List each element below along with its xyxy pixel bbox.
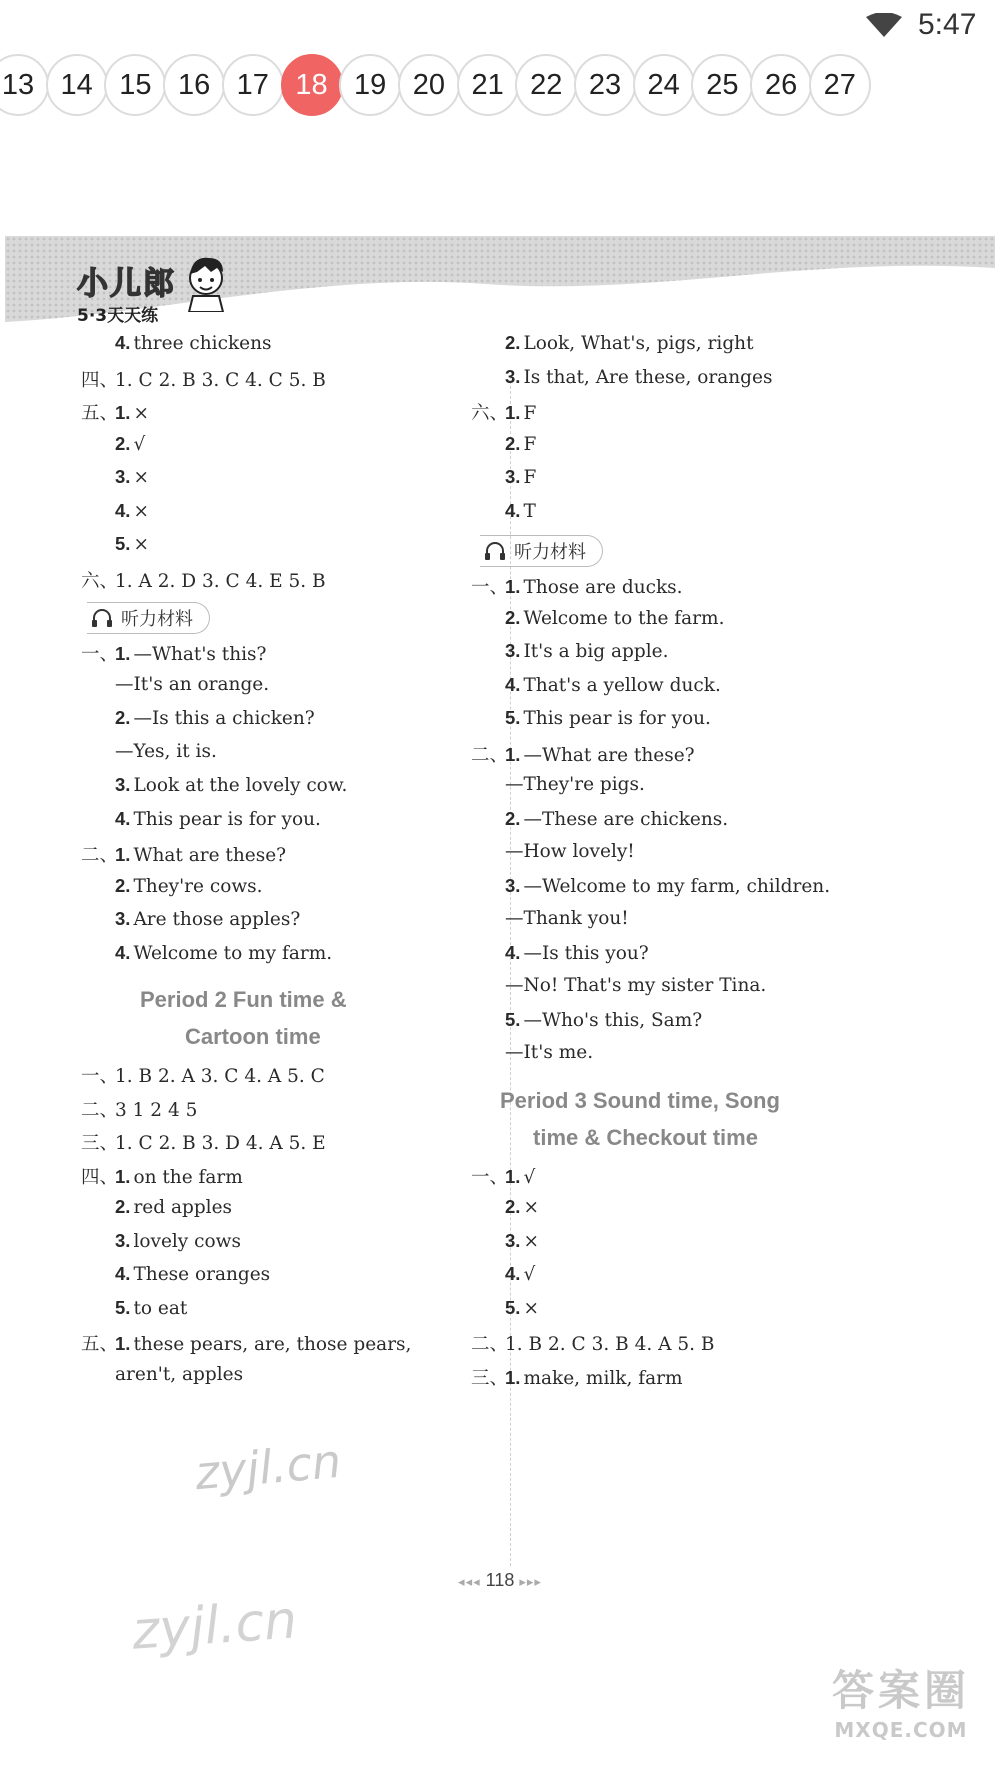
item-number: 4. (505, 673, 521, 695)
answer-text: Are those apples? (133, 909, 301, 930)
page-number (0, 1570, 1000, 1591)
answer-text: —Is this you? (523, 942, 649, 964)
answer-text: √ (523, 1264, 536, 1285)
answer-line (115, 707, 315, 729)
answer-text: —These are chickens. (523, 808, 729, 830)
boy-mascot-icon (183, 252, 229, 316)
page-chip[interactable]: 23 (574, 54, 636, 116)
item-number: 5. (505, 1008, 521, 1030)
section-number: 二、 (81, 1099, 119, 1121)
section-number: 六、 (471, 403, 509, 424)
answer-text: —No! That's my sister Tina. (505, 975, 767, 996)
section-number: 四、 (81, 1166, 119, 1188)
answer-text: 1. C 2. B 3. C 4. C 5. B (115, 369, 326, 391)
page-selector[interactable] (0, 54, 1000, 122)
item-number: 4. (505, 1263, 521, 1284)
answer-line (115, 1297, 187, 1319)
answer-line (81, 567, 326, 593)
item-number: 2. (505, 807, 521, 829)
answer-line (505, 774, 645, 795)
answer-line (81, 640, 267, 666)
answer-line (505, 808, 728, 830)
answer-line (505, 640, 669, 662)
answer-line (81, 1096, 198, 1122)
status-bar (0, 0, 1000, 50)
answer-text: This pear is for you. (523, 708, 711, 729)
answer-text: 1. B 2. C 3. B 4. A 5. B (505, 1334, 715, 1355)
item-number: 3. (505, 874, 521, 896)
answer-line (115, 500, 149, 522)
answer-line (505, 433, 536, 455)
period-heading: Period 2 Fun time & (140, 987, 347, 1012)
section-number: 一、 (81, 644, 119, 665)
prev-arrows: ◂◂◂ (458, 1574, 481, 1589)
item-number: 3. (115, 1229, 131, 1251)
section-number: 二、 (471, 744, 509, 766)
item-number: 2. (505, 606, 521, 628)
answer-text: three chickens (133, 333, 272, 354)
answer-text: —They're pigs. (505, 774, 645, 795)
item-number: 1. (505, 402, 521, 423)
watermark: zyjl.cn (130, 1590, 299, 1662)
answer-line (81, 366, 326, 392)
answer-line (505, 1042, 593, 1063)
answer-text: Welcome to the farm. (523, 607, 725, 629)
answer-line (115, 741, 217, 762)
status-time: 5:47 (918, 8, 977, 41)
answer-line (81, 1129, 326, 1155)
section-number: 六、 (81, 570, 119, 592)
answer-text: aren't, apples (115, 1363, 244, 1385)
listening-material-tag (87, 602, 210, 634)
section-number: 三、 (471, 1367, 509, 1389)
item-number: 4. (115, 499, 131, 521)
answer-text: 1. C 2. B 3. D 4. A 5. E (115, 1133, 326, 1154)
answer-line (115, 908, 300, 930)
answer-line (505, 975, 766, 996)
answer-text: That's a yellow duck. (523, 674, 721, 696)
answer-text: make, milk, farm (523, 1367, 683, 1389)
answer-text: —Welcome to my farm, children. (523, 875, 831, 897)
answer-text: Those are ducks. (523, 577, 683, 598)
page-chip[interactable]: 15 (104, 54, 166, 116)
page-chip[interactable]: 27 (809, 54, 871, 116)
answer-line (505, 1009, 702, 1031)
page-chip[interactable]: 18 (281, 54, 343, 116)
corner-logo-title: 答案圈 (831, 1666, 970, 1715)
answer-line (471, 1330, 715, 1356)
answer-line (115, 774, 347, 796)
headphones-icon (484, 541, 506, 561)
item-number: 2. (505, 1196, 521, 1217)
item-number: 3. (115, 908, 131, 929)
answer-line (505, 841, 635, 862)
page-chip[interactable]: 20 (398, 54, 460, 116)
item-number: 1. (505, 743, 521, 765)
answer-line (115, 1196, 232, 1218)
answer-line (115, 1230, 241, 1252)
page-chip[interactable]: 13 (0, 54, 49, 116)
answer-line (505, 332, 754, 354)
section-number: 二、 (81, 845, 119, 866)
item-number: 3. (505, 640, 521, 661)
answer-line (81, 841, 287, 867)
item-number: 2. (115, 707, 131, 728)
answer-text: 1. A 2. D 3. C 4. E 5. B (115, 570, 326, 592)
item-number: 4. (115, 1263, 131, 1284)
section-number: 三、 (81, 1133, 119, 1154)
answer-text: —What are these? (523, 744, 695, 766)
answer-text: F (523, 467, 537, 488)
item-number: 3. (115, 774, 131, 795)
answer-text: —Thank you! (505, 908, 629, 929)
answer-text: —Who's this, Sam? (523, 1009, 703, 1031)
answer-line (115, 1364, 243, 1385)
answer-line (471, 399, 537, 425)
answer-text: They're cows. (133, 875, 263, 897)
answer-line (115, 808, 321, 830)
answer-text: × (133, 500, 149, 522)
answer-text: Look at the lovely cow. (133, 775, 348, 796)
brand-logo (77, 258, 176, 326)
answer-line (505, 607, 724, 629)
answer-line (471, 573, 683, 599)
answer-line (115, 942, 332, 964)
page-number-label: 118 (485, 1570, 515, 1590)
answer-line (81, 1062, 325, 1088)
item-number: 4. (505, 499, 521, 521)
answer-text: These oranges (133, 1264, 271, 1285)
item-number: 4. (115, 332, 131, 353)
answer-line (505, 366, 772, 388)
answer-text: × (133, 467, 149, 488)
page-chip[interactable]: 17 (222, 54, 284, 116)
section-number: 五、 (81, 403, 119, 424)
answer-text: —What's this? (133, 644, 267, 665)
answer-text: red apples (133, 1197, 233, 1218)
section-number: 一、 (471, 1166, 509, 1188)
answer-line (81, 1330, 412, 1356)
answer-text: —Yes, it is. (115, 740, 217, 762)
answer-line (115, 875, 263, 897)
item-number: 4. (115, 807, 131, 829)
answer-line (115, 433, 145, 455)
page-chip[interactable]: 16 (163, 54, 225, 116)
answer-line (505, 1263, 535, 1285)
item-number: 2. (115, 432, 131, 454)
watermark-overlay: zyjl.cn (192, 1433, 344, 1501)
answer-line (505, 707, 711, 729)
answer-line (81, 399, 149, 425)
item-number: 4. (505, 941, 521, 963)
period-heading: Cartoon time (185, 1024, 321, 1049)
answer-text: × (133, 534, 149, 555)
answer-line (81, 1163, 243, 1189)
answer-line (505, 1196, 539, 1218)
section-number: 四、 (81, 369, 119, 391)
brand-subtitle: 5·3天天练 (77, 306, 159, 326)
answer-line (505, 1297, 539, 1319)
answer-text: 3 1 2 4 5 (115, 1099, 198, 1121)
answer-text: √ (523, 1166, 536, 1188)
listening-material-tag (480, 535, 603, 567)
section-number: 一、 (471, 577, 509, 598)
answer-line (505, 875, 830, 897)
answer-text: Look, What's, pigs, right (523, 333, 754, 354)
item-number: 5. (115, 1296, 131, 1318)
corner-logo (812, 1658, 990, 1742)
answer-line (505, 908, 629, 929)
section-number: 二、 (471, 1334, 509, 1355)
item-number: 1. (505, 576, 521, 597)
wifi-icon (866, 13, 902, 41)
answer-text: It's a big apple. (523, 641, 669, 662)
answer-line (115, 466, 149, 488)
answer-line (505, 674, 721, 696)
answer-text: on the farm (133, 1166, 243, 1188)
item-number: 1. (115, 402, 131, 423)
answer-text: —It's an orange. (115, 673, 270, 695)
item-number: 1. (115, 643, 131, 664)
item-number: 1. (115, 1333, 131, 1354)
brand-name: 小儿郎 (77, 266, 176, 302)
answer-text: × (523, 1230, 539, 1252)
answer-text: × (523, 1297, 539, 1319)
item-number: 5. (505, 707, 521, 728)
answer-text: × (133, 403, 149, 424)
section-number: 五、 (81, 1334, 119, 1355)
page-chip[interactable]: 21 (457, 54, 519, 116)
item-number: 1. (115, 1165, 131, 1187)
answer-text: F (523, 433, 537, 455)
listening-material-label: 听力材料 (121, 609, 193, 630)
item-number: 3. (505, 365, 521, 387)
corner-logo-url: MXQE.COM (834, 1718, 968, 1742)
answer-text: × (523, 1197, 539, 1218)
item-number: 2. (115, 874, 131, 896)
answer-text: Welcome to my farm. (133, 942, 333, 964)
answer-text: Is that, Are these, oranges (523, 366, 773, 388)
page-chip[interactable]: 14 (46, 54, 108, 116)
answer-text: these pears, are, those pears, (133, 1334, 412, 1355)
item-number: 3. (505, 1229, 521, 1251)
item-number: 5. (115, 533, 131, 554)
answer-text: √ (133, 433, 146, 455)
item-number: 2. (505, 332, 521, 353)
answer-text: F (523, 403, 537, 424)
item-number: 3. (115, 466, 131, 487)
answer-line (471, 1163, 536, 1189)
section-number: 一、 (81, 1066, 119, 1087)
answer-text: to eat (133, 1297, 188, 1319)
page-chip[interactable]: 25 (691, 54, 753, 116)
answer-line (115, 533, 149, 555)
answer-line (471, 741, 695, 767)
answer-line (471, 1364, 683, 1390)
headphones-icon (91, 608, 113, 628)
item-number: 3. (505, 466, 521, 487)
item-number: 5. (505, 1296, 521, 1318)
answer-line (505, 942, 649, 964)
page-chip[interactable]: 26 (750, 54, 812, 116)
next-arrows: ▸▸▸ (519, 1574, 542, 1589)
answer-line (115, 674, 269, 695)
answer-line (505, 500, 536, 522)
answer-text: —How lovely! (505, 841, 635, 862)
item-number: 2. (505, 432, 521, 454)
answer-line (115, 332, 272, 354)
answer-text: This pear is for you. (133, 808, 321, 830)
answer-text: —It's me. (505, 1042, 594, 1063)
answer-line (505, 1230, 539, 1252)
period-heading: Period 3 Sound time, Song (500, 1087, 780, 1113)
answer-page (5, 236, 995, 1777)
answer-line (115, 1263, 270, 1285)
answer-text: T (523, 500, 536, 522)
answer-text: lovely cows (133, 1230, 241, 1252)
answer-text: What are these? (133, 845, 287, 866)
page-chip[interactable]: 19 (339, 54, 401, 116)
item-number: 1. (115, 844, 131, 865)
listening-material-label: 听力材料 (514, 542, 586, 563)
answer-text: 1. B 2. A 3. C 4. A 5. C (115, 1066, 325, 1087)
item-number: 4. (115, 941, 131, 963)
answer-line (505, 466, 536, 488)
item-number: 1. (505, 1165, 521, 1187)
item-number: 2. (115, 1196, 131, 1217)
item-number: 1. (505, 1366, 521, 1388)
page-chip[interactable]: 22 (515, 54, 577, 116)
answer-text: —Is this a chicken? (133, 708, 315, 729)
page-chip[interactable]: 24 (633, 54, 695, 116)
period-heading: time & Checkout time (533, 1124, 758, 1150)
